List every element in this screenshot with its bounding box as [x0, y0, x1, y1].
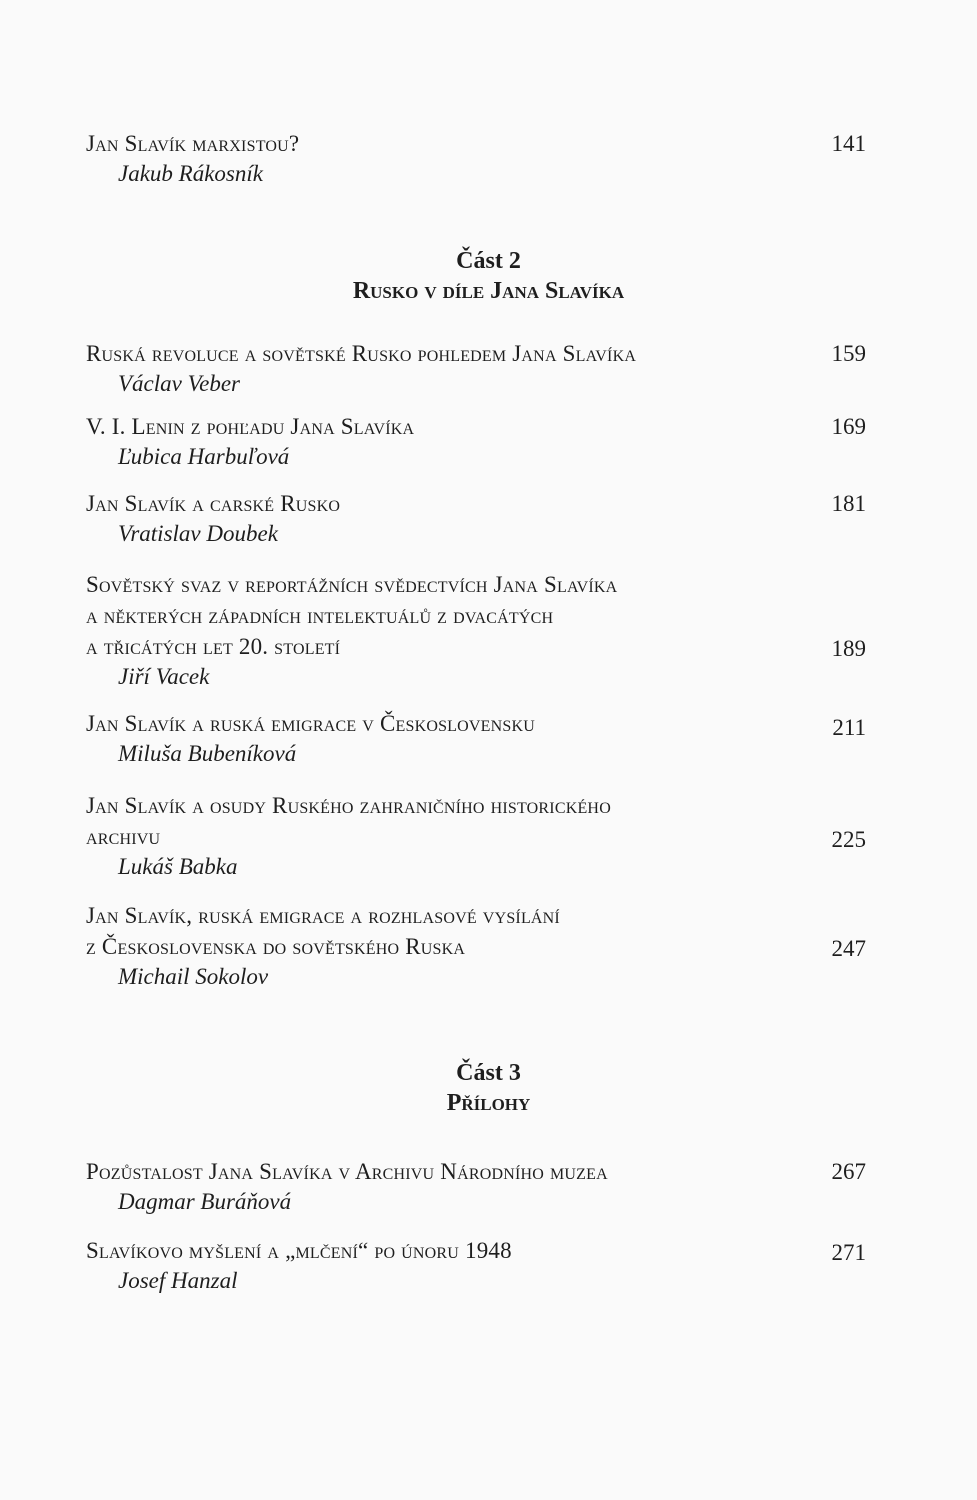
- part-2-heading: [0, 246, 977, 306]
- entry-title-line: Jan Slavík, ruská emigrace a rozhlasové vysílání: [86, 903, 560, 928]
- toc-entry: [86, 900, 866, 992]
- part-label: Část 3: [456, 1060, 521, 1086]
- entry-title: Ruská revoluce a sovětské Rusko pohledem Jana Slavíka: [86, 341, 637, 366]
- entry-title: V. I. Lenin z pohľadu Jana Slavíka: [86, 414, 415, 439]
- entry-page-number: 271: [831, 1240, 866, 1265]
- entry-title-line: Sovětský svaz v reportážních svědectvích Jana Slavíka: [86, 572, 618, 597]
- entry-page-number: 181: [831, 491, 866, 516]
- toc-entry: [86, 488, 866, 549]
- toc-entry: [86, 569, 866, 692]
- entry-author: Josef Hanzal: [118, 1268, 238, 1293]
- entry-page-number: 225: [831, 827, 866, 852]
- entry-author: Jakub Rákosník: [118, 161, 263, 186]
- entry-title-line: a třicátých let 20. století: [86, 634, 341, 659]
- part-label: Část 2: [456, 248, 521, 274]
- entry-page-number: 267: [831, 1159, 866, 1184]
- entry-title-line: a některých západních intelektuálů z dvacátých: [86, 603, 554, 628]
- entry-title: Jan Slavík a carské Rusko: [86, 491, 341, 516]
- entry-title: [86, 569, 866, 662]
- entry-page-number: 159: [831, 341, 866, 366]
- entry-page-number: 247: [831, 936, 866, 961]
- part-title: Rusko v díle Jana Slavíka: [352, 278, 625, 304]
- entry-author: Miluša Bubeníková: [118, 741, 297, 766]
- entry-page-number: 189: [831, 636, 866, 661]
- entry-title-line: archivu: [86, 824, 161, 849]
- entry-title: Slavíkovo myšlení a „mlčení“ po únoru 1948: [86, 1238, 512, 1263]
- entry-author: Michail Sokolov: [118, 964, 269, 989]
- entry-title-line: z Československa do sovětského Ruska: [86, 934, 466, 959]
- entry-title: Jan Slavík marxistou?: [86, 131, 300, 156]
- entry-author: Lukáš Babka: [118, 854, 238, 879]
- entry-author: Vratislav Doubek: [118, 521, 278, 546]
- toc-entry: [86, 1156, 866, 1217]
- part-3-heading: [0, 1058, 977, 1118]
- toc-entry: [86, 338, 866, 399]
- toc-entry: [86, 411, 866, 472]
- entry-title: [86, 900, 866, 962]
- entry-author: Jiří Vacek: [118, 664, 210, 689]
- entry-page-number: 211: [832, 715, 866, 740]
- entry-author: Ľubica Harbuľová: [118, 444, 290, 469]
- entry-title: Jan Slavík a ruská emigrace v Československu: [86, 711, 535, 736]
- entry-title: [86, 790, 866, 852]
- entry-author: Dagmar Buráňová: [118, 1189, 292, 1214]
- entry-title-line: Jan Slavík a osudy Ruského zahraničního historického: [86, 793, 611, 818]
- toc-entry: [86, 128, 866, 189]
- toc-entry: [86, 708, 866, 769]
- entry-author: Václav Veber: [118, 371, 240, 396]
- entry-title: Pozůstalost Jana Slavíka v Archivu Národního muzea: [86, 1159, 608, 1184]
- part-title: Přílohy: [446, 1090, 531, 1116]
- toc-entry: [86, 790, 866, 882]
- entry-page-number: 169: [831, 414, 866, 439]
- toc-entry: [86, 1235, 866, 1296]
- entry-page-number: 141: [831, 131, 866, 156]
